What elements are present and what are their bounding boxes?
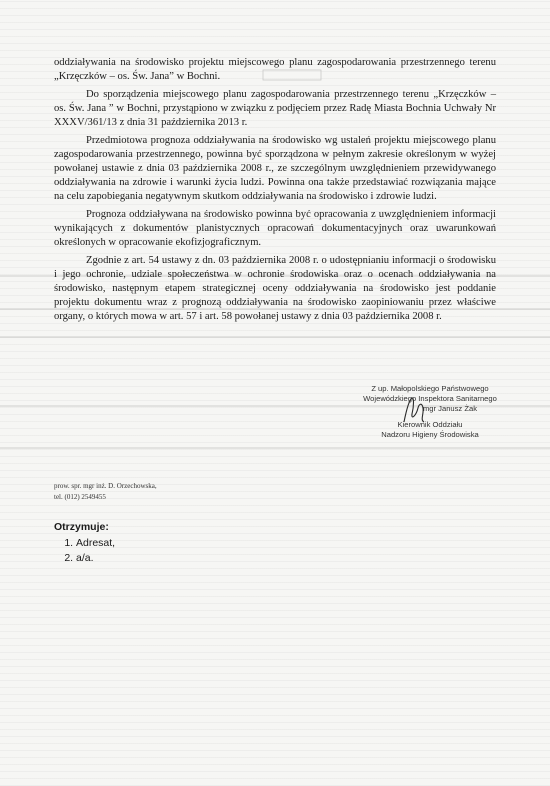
prepared-by	[54, 481, 157, 503]
prepared-by-name: prow. spr. mgr inż. D. Orzechowska,	[54, 482, 157, 490]
recipient-item: 2. a/a.	[76, 551, 115, 566]
scan-streak	[0, 336, 550, 338]
signature-block	[320, 384, 540, 440]
recipients-title: Otrzymuje:	[54, 521, 109, 533]
paragraph: oddziaływania na środowisko projektu miejscowego planu zagospodarowania przestrzennego terenu „Krzęczków – os. Św. Jana” w Bochni.	[54, 57, 496, 82]
signature-line: Wojewódzkiego Inspektora Sanitarnego	[363, 394, 497, 403]
handwritten-signature	[400, 394, 428, 426]
letter-body	[54, 56, 496, 328]
paragraph: Zgodnie z art. 54 ustawy z dn. 03 października 2008 r. o udostępnianiu informacji o środowisku i jego ochronie, udziale społeczeństwa w ochronie środowiska oraz o ocenach oddziaływania na środowisko, następnym etapem strategicznej oceny oddziaływania na środowisko jest poddanie projektu dokumentu wraz z prognozą oddziaływania na środowisko zaopiniowaniu przez właściwe organy, o których mowa w art. 57 i art. 58 powołanej ustawy z dnia 03 października 2008 r.	[54, 255, 496, 322]
prepared-by-phone: tel. (012) 2549455	[54, 493, 106, 501]
signature-line: Z up. Małopolskiego Państwowego	[371, 384, 489, 393]
paragraph: Przedmiotowa prognoza oddziaływania na środowisko wg ustaleń projektu miejscowego planu zagospodarowania przestrzennego, powinna być sporządzona w pełnym zakresie określonym w wyżej powołanej ustawie z dnia 03 października 2008 r., ze szczególnym uwzględnieniem przewidywanego oddziaływania na zdrowie i warunki życia ludzi. Powinna ona także przedstawiać rozwiązania mające na celu zapobiegania negatywnym skutkom oddziaływania na środowisko i zdrowie ludzi.	[54, 135, 496, 202]
recipients-list	[54, 536, 115, 566]
paragraph: Prognoza oddziaływana na środowisko powinna być opracowania z uwzględnieniem informacji wynikających z dokumentów planistycznych opracowań dokumentacyjnych oraz uwarunkowań określonych w opracowanie ekofizjograficznym.	[54, 209, 496, 248]
scan-streak	[0, 447, 550, 449]
signer-name: mgr Janusz Żak	[422, 404, 478, 413]
signer-department: Nadzoru Higieny Środowiska	[381, 430, 479, 439]
paragraph: Do sporządzenia miejscowego planu zagospodarowania przestrzennego terenu „Krzęczków – os. Św. Jana ” w Bochni, przystąpiono w związku z podjęciem przez Radę Miasta Bochnia Uchwały Nr XXXV/361/13 z dnia 31 października 2013 r.	[54, 89, 496, 128]
recipients-block	[54, 521, 115, 566]
signer-title: Kierownik Oddziału	[397, 420, 463, 429]
recipient-item: 1. Adresat,	[76, 536, 115, 551]
